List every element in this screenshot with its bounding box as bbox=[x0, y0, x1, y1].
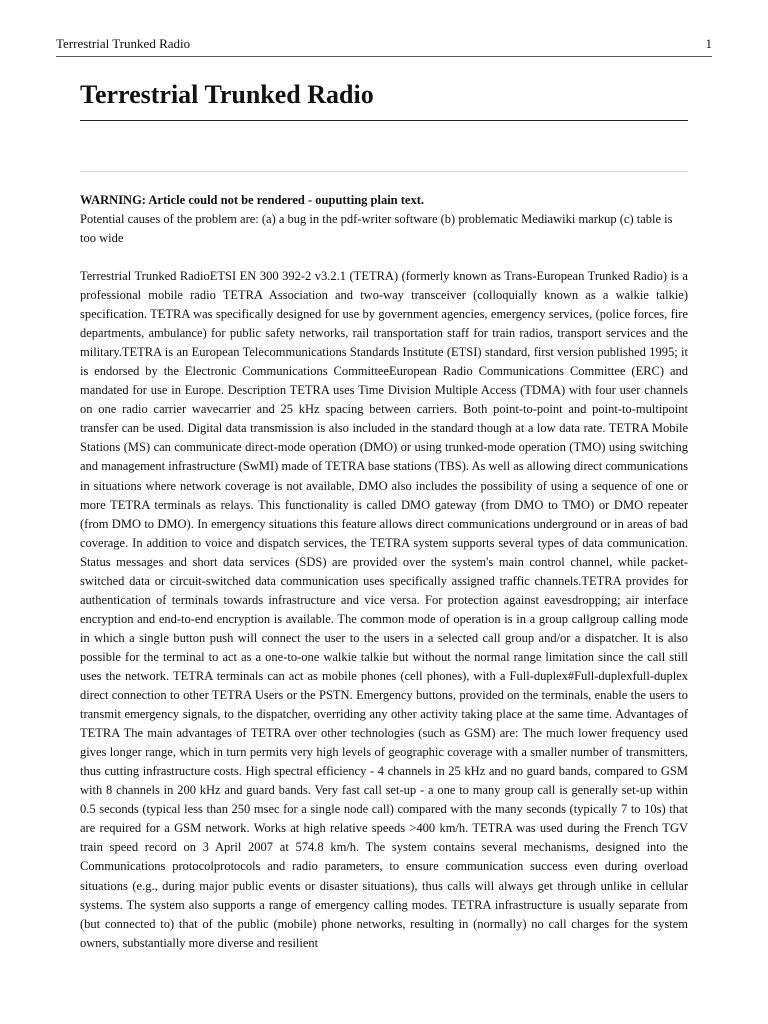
article-title: Terrestrial Trunked Radio bbox=[80, 78, 688, 121]
section-divider bbox=[80, 171, 688, 172]
page-number: 1 bbox=[705, 36, 712, 51]
render-warning: WARNING: Article could not be rendered - ouputting plain text. bbox=[80, 193, 424, 207]
problem-causes: Potential causes of the problem are: (a) a bug in the pdf-writer software (b) problematic Mediawiki markup (c) table is too wide bbox=[80, 212, 673, 245]
article-body: Terrestrial Trunked RadioETSI EN 300 392-2 v3.2.1 (TETRA) (formerly known as Trans-European Trunked Radio) is a professional mobile radio TETRA Association and two-way transceiver (colloquially known as a walkie talkie) specification. TETRA was specifically designed for use by government agencies, emergency services, (police forces, fire departments, ambulance) for public safety networks, rail transportation staff for train radios, transport services and the military.TETRA is an European Telecommunications Standards Institute (ETSI) standard, first version published 1995; it is endorsed by the Electronic Communications CommitteeEuropean Radio Communications Committee (ERC) and mandated for use in Europe. Description TETRA uses Time Division Multiple Access (TDMA) with four user channels on one radio carrier wavecarrier and 25 kHz spacing between carriers. Both point-to-point and point-to-multipoint transfer can be used. Digital data transmission is also included in the standard though at a low data rate. TETRA Mobile Stations (MS) can communicate direct-mode operation (DMO) or using trunked-mode operation (TMO) using switching and management infrastructure (SwMI) made of TETRA base stations (TBS). As well as allowing direct communications in situations where network coverage is not available, DMO also includes the possibility of using a sequence of one or more TETRA terminals as relays. This functionality is called DMO gateway (from DMO to TMO) or DMO repeater (from DMO to DMO). In emergency situations this feature allows direct communications underground or in areas of bad coverage. In addition to voice and dispatch services, the TETRA system supports several types of data communication. Status messages and short data services (SDS) are provided over the system's main control channel, while packet-switched data or circuit-switched data communication uses specifically assigned traffic channels.TETRA provides for authentication of terminals towards infrastructure and vice versa. For protection against eavesdropping; air interface encryption and end-to-end encryption is available. The common mode of operation is in a group callgroup calling mode in which a single button push will connect the user to the users in a selected call group and/or a dispatcher. It is also possible for the terminal to act as a one-to-one walkie talkie but without the normal range limitation since the call still uses the network. TETRA terminals can act as mobile phones (cell phones), with a Full-duplex#Full-duplexfull-duplex direct connection to other TETRA Users or the PSTN. Emergency buttons, provided on the terminals, enable the users to transmit emergency signals, to the dispatcher, overriding any other activity taking place at the same time. Advantages of TETRA The main advantages of TETRA over other technologies (such as GSM) are: The much lower frequency used gives longer range, which in turn permits very high levels of geographic coverage with a smaller number of transmitters, thus cutting infrastructure costs. High spectral efficiency - 4 channels in 25 kHz and no guard bands, compared to GSM with 8 channels in 200 kHz and guard bands. Very fast call set-up - a one to many group call is generally set-up within 0.5 seconds (typical less than 250 msec for a single node call) compared with the many seconds (typically 7 to 10s) that are required for a GSM network. Works at high relative speeds >400 km/h. TETRA was used during the French TGV train speed record on 3 April 2007 at 574.8 km/h. The system contains several mechanisms, designed into the Communications protocolprotocols and radio parameters, to ensure communication success even during overload situations (e.g., during major public events or disaster situations), thus calls will always get through unlike in cellular systems. The system also supports a range of emergency calling modes. TETRA infrastructure is usually separate from (but connected to) that of the public (mobile) phone networks, resulting in (normally) no call charges for the system owners, substantially more diverse and resilient bbox=[80, 269, 688, 950]
running-header bbox=[56, 36, 712, 57]
running-title: Terrestrial Trunked Radio bbox=[56, 36, 191, 51]
